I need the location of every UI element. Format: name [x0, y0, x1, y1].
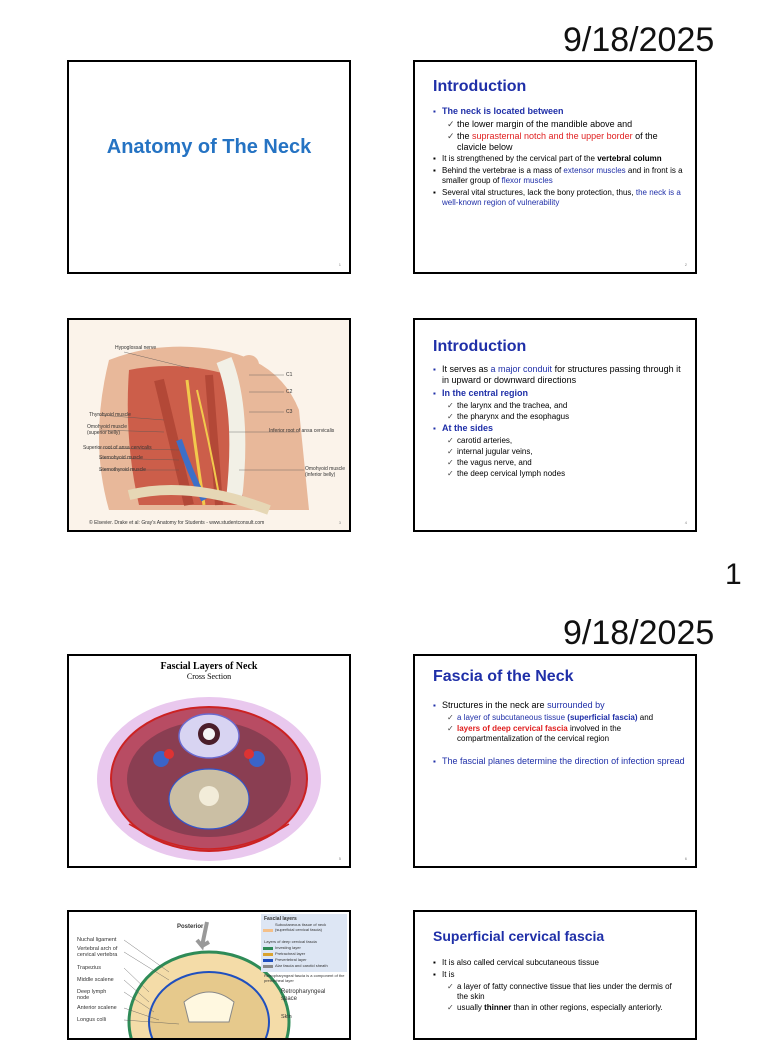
figure-note: Retropharyngeal fascia is a component of the pretracheal layer	[264, 973, 345, 983]
slide-number: 5	[338, 856, 341, 861]
slide-title: Fascia of the Neck	[433, 668, 574, 685]
figure-label: Inferior root of ansa cervicalis	[269, 428, 335, 434]
figure-label: Omohyoid muscle (superior belly)	[87, 424, 128, 436]
figure-label: Retropharyngeal space	[281, 989, 326, 1002]
figure-label: Skin	[281, 1014, 292, 1020]
sub-bullet: ✓ a layer of fatty connective tissue that lies under the dermis of the skin	[447, 982, 672, 1001]
slide-thumbnail-6[interactable]	[413, 654, 697, 868]
sub-bullet: ✓ the deep cervical lymph nodes	[447, 469, 566, 478]
figure-label: Trapezius	[77, 965, 101, 971]
sub-bullet: ✓ a layer of subcutaneous tissue (superficial fascia) and	[447, 713, 654, 722]
figure-subtitle: Cross Section	[186, 672, 232, 681]
slide-title: Anatomy of The Neck	[106, 136, 312, 158]
figure-label: C1	[286, 372, 293, 378]
slide-body	[433, 958, 685, 1014]
slide-title: Superficial cervical fascia	[433, 928, 605, 944]
bullet: ▪ Structures in the neck are surrounded by	[433, 700, 605, 710]
slide-title: Introduction	[433, 338, 527, 355]
slide-thumbnail-4[interactable]	[413, 318, 697, 532]
slide-thumbnail-2[interactable]	[413, 60, 697, 274]
sub-bullet: ✓ the vagus nerve, and	[447, 458, 532, 467]
figure-label: Thyrohyoid muscle	[89, 412, 131, 418]
sub-bullet: ✓ the pharynx and the esophagus	[447, 412, 570, 421]
legend-item: Prevertebral layer	[275, 957, 307, 962]
figure-label: Nuchal ligament	[77, 937, 117, 943]
bullet: ▪ It is strengthened by the cervical part of the vertebral column	[433, 154, 662, 163]
slide-thumbnail-7[interactable]	[67, 910, 351, 1040]
slide-number: 4	[684, 520, 687, 525]
slide-thumbnail-1[interactable]	[67, 60, 351, 274]
sub-bullet: ✓ internal jugular veins,	[447, 447, 533, 456]
slide-title: Introduction	[433, 78, 527, 95]
page-number: 1	[725, 558, 742, 591]
sub-bullet: ✓ usually thinner than in other regions, especially anteriorly.	[447, 1003, 663, 1012]
legend-item: Subcutaneous tissue of neck (superficial cervical fascia)	[275, 922, 327, 932]
figure-label: Posterior	[177, 924, 204, 930]
slide-number: 3	[338, 520, 341, 525]
slide-thumbnail-5[interactable]	[67, 654, 351, 868]
slide-number: 2	[684, 262, 687, 267]
page-date: 9/18/2025	[563, 614, 715, 652]
figure-credit: © Elsevier. Drake et al: Gray's Anatomy for Students - www.studentconsult.com	[89, 520, 265, 526]
figure-label: C3	[286, 409, 293, 415]
sub-bullet: ✓ the lower margin of the mandible above and	[447, 119, 633, 129]
figure-label: Middle scalene	[77, 977, 114, 983]
figure-label: Longus colli	[77, 1017, 107, 1023]
legend-title: Fascial layers	[264, 916, 297, 922]
figure-label: Hypoglossal nerve	[115, 345, 157, 351]
bullet: ▪ In the central region	[433, 388, 529, 398]
bullet: ▪ It is	[433, 970, 455, 979]
legend-item: Layers of deep cervical fascia	[264, 939, 317, 944]
slide-body	[433, 700, 685, 769]
figure-title: Fascial Layers of Neck	[160, 661, 258, 672]
sub-bullet: ✓ the suprasternal notch and the upper border of the clavicle below	[447, 131, 658, 152]
figure-label: Sternothyroid muscle	[99, 467, 146, 473]
sub-bullet: ✓ carotid arteries,	[447, 436, 513, 445]
slide-thumbnail-3[interactable]	[67, 318, 351, 532]
legend-item: Alar fascia and carotid sheath	[275, 963, 328, 968]
legend-item: Pretracheal layer	[275, 951, 306, 956]
figure-label: Deep lymph node	[77, 989, 107, 1001]
figure-label: Sternohyoid muscle	[99, 455, 143, 461]
sub-bullet: ✓ the larynx and the trachea, and	[447, 401, 568, 410]
bullet: ▪ At the sides	[433, 423, 494, 433]
slide-thumbnail-8[interactable]	[413, 910, 697, 1040]
sub-bullet: ✓ layers of deep cervical fascia involved in the compartmentalization of the cervical region	[447, 724, 622, 743]
bullet: ▪ It serves as a major conduit for structures passing through it in upward or downward directions	[433, 364, 681, 385]
cross-section-illustration	[69, 684, 349, 864]
figure-label: Anterior scalene	[77, 1005, 117, 1011]
bullet: ▪ Behind the vertebrae is a mass of extensor muscles and in front is a smaller group of flexor muscles	[433, 166, 683, 185]
slide-body	[433, 106, 685, 210]
figure-label: Superior root of ansa cervicalis	[83, 445, 152, 451]
bullet: ▪ Several vital structures, lack the bony protection, thus, the neck is a well-known region of vulnerability	[433, 188, 681, 207]
figure-label: Omohyoid muscle (inferior belly)	[305, 466, 346, 478]
bullet: ▪ It is also called cervical subcutaneous tissue	[433, 958, 599, 967]
figure-label: Vertebral arch of cervical vertebra	[77, 946, 118, 958]
slide-number: 6	[684, 856, 687, 861]
page-date: 9/18/2025	[563, 21, 715, 59]
slide-body	[433, 364, 685, 480]
figure-label: C2	[286, 389, 293, 395]
bullet: ▪ The fascial planes determine the direction of infection spread	[433, 756, 685, 766]
slide-number: 1	[338, 262, 341, 267]
bullet: ▪ The neck is located between	[433, 106, 564, 116]
legend-item: Investing layer	[275, 945, 301, 950]
